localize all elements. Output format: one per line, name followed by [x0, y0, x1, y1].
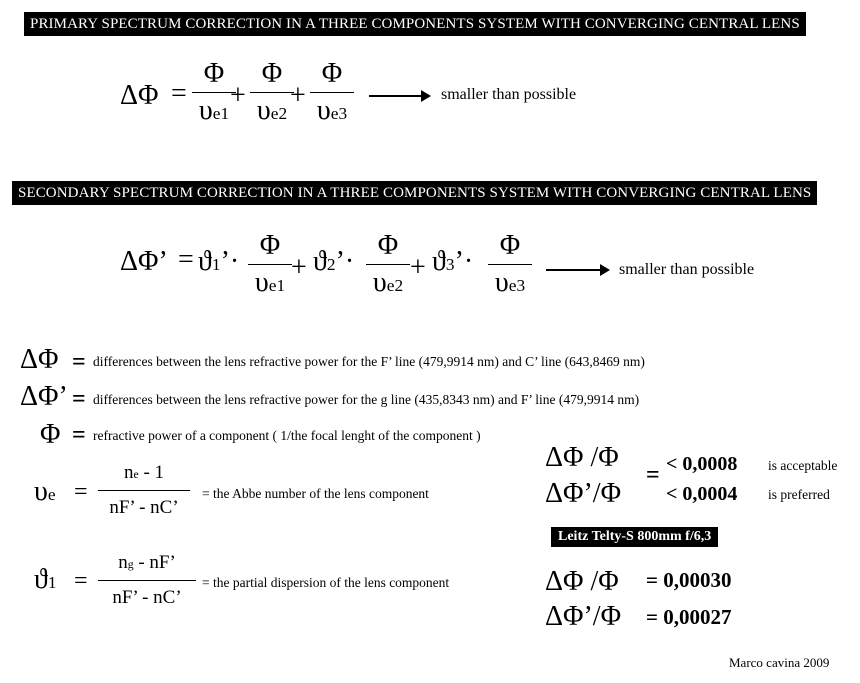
plus-sign: +	[230, 80, 246, 111]
partial-fraction	[98, 552, 196, 609]
primary-delta-phi: ΔΦ	[120, 80, 159, 111]
secondary-term-2	[366, 230, 410, 299]
abbe-nu-symbol: υe	[34, 476, 56, 507]
secondary-smaller-than-possible: smaller than possible	[619, 261, 755, 278]
abbe-symbol: υe2	[372, 267, 404, 298]
result-value-primary: = 0,00030	[646, 568, 732, 592]
def-delta-phi-text: differences between the lens refractive power for the F’ line (479,9914 nm) and C’ line (643,8469 nm)	[93, 354, 645, 369]
abbe-denominator: nF’ - nC’	[109, 497, 179, 518]
criteria-ratio-secondary: ΔΦ’/Φ	[545, 478, 622, 509]
partial-description: = the partial dispersion of the lens component	[202, 575, 450, 590]
plus-sign: +	[290, 80, 306, 111]
abbe-description: = the Abbe number of the lens component	[202, 486, 429, 501]
partial-theta-symbol: ϑ1	[34, 564, 57, 595]
partial-equals: =	[74, 568, 88, 594]
def-phi-text: refractive power of a component ( 1/the focal lenght of the component )	[93, 428, 481, 443]
primary-equals: =	[171, 78, 187, 109]
secondary-correction-banner: SECONDARY SPECTRUM CORRECTION IN A THREE COMPONENTS SYSTEM WITH CONVERGING CENTRAL LENS	[12, 181, 817, 205]
abbe-symbol: υe1	[198, 95, 230, 126]
criteria-note-secondary: is preferred	[768, 487, 830, 502]
abbe-symbol: υe3	[316, 95, 348, 126]
secondary-delta-phi-prime: ΔΦ’	[120, 246, 168, 277]
abbe-symbol: υe1	[254, 267, 286, 298]
criteria-ratio-primary: ΔΦ /Φ	[545, 442, 619, 473]
primary-correction-banner: PRIMARY SPECTRUM CORRECTION IN A THREE COMPONENTS SYSTEM WITH CONVERGING CENTRAL LENS	[24, 12, 806, 36]
def-phi-symbol: Φ	[40, 419, 61, 450]
arrow-right-icon	[546, 269, 608, 271]
arrow-right-icon	[369, 95, 429, 97]
primary-term-2	[250, 58, 294, 127]
fraction-bar	[488, 264, 532, 265]
def-equals: =	[72, 386, 86, 412]
secondary-equals: =	[178, 244, 194, 275]
fraction-bar	[98, 490, 190, 491]
criteria-value-primary: < 0,0008	[666, 453, 738, 475]
lens-name-badge: Leitz Telty-S 800mm f/6,3	[551, 527, 718, 547]
theta-3: ϑ3’·	[432, 246, 474, 277]
phi-symbol: Φ	[259, 230, 281, 261]
theta-1: ϑ1’·	[198, 246, 240, 277]
fraction-bar	[250, 92, 294, 93]
fraction-bar	[310, 92, 354, 93]
phi-symbol: Φ	[499, 230, 521, 261]
theta-2: ϑ2’·	[313, 246, 355, 277]
def-equals: =	[72, 349, 86, 375]
result-value-secondary: = 0,00027	[646, 605, 732, 629]
plus-sign: +	[291, 252, 307, 283]
def-equals: =	[72, 422, 86, 448]
abbe-symbol: υe3	[494, 267, 526, 298]
partial-denominator: nF’ - nC’	[112, 587, 182, 608]
partial-numerator: ng - nF’	[118, 552, 176, 573]
primary-term-3	[310, 58, 354, 127]
author-credit: Marco cavina 2009	[729, 655, 830, 670]
abbe-equals: =	[74, 479, 88, 505]
abbe-fraction	[98, 462, 190, 519]
plus-sign: +	[410, 252, 426, 283]
abbe-symbol: υe2	[256, 95, 288, 126]
phi-symbol: Φ	[321, 58, 343, 89]
fraction-bar	[248, 264, 292, 265]
def-delta-phi-symbol: ΔΦ	[20, 344, 59, 375]
fraction-bar	[98, 580, 196, 581]
result-ratio-primary: ΔΦ /Φ	[545, 566, 619, 597]
def-delta-phi-prime-text: differences between the lens refractive power for the g line (435,8343 nm) and F’ line (479,9914 nm)	[93, 392, 640, 407]
abbe-numerator: ne - 1	[123, 462, 165, 483]
phi-symbol: Φ	[377, 230, 399, 261]
secondary-term-1	[248, 230, 292, 299]
phi-symbol: Φ	[203, 58, 225, 89]
primary-smaller-than-possible: smaller than possible	[441, 86, 577, 103]
criteria-equals: =	[646, 462, 660, 488]
def-delta-phi-prime-symbol: ΔΦ’	[20, 381, 68, 412]
result-ratio-secondary: ΔΦ’/Φ	[545, 601, 622, 632]
secondary-term-3	[488, 230, 532, 299]
criteria-value-secondary: < 0,0004	[666, 483, 738, 505]
criteria-note-primary: is acceptable	[768, 458, 838, 473]
phi-symbol: Φ	[261, 58, 283, 89]
fraction-bar	[366, 264, 410, 265]
